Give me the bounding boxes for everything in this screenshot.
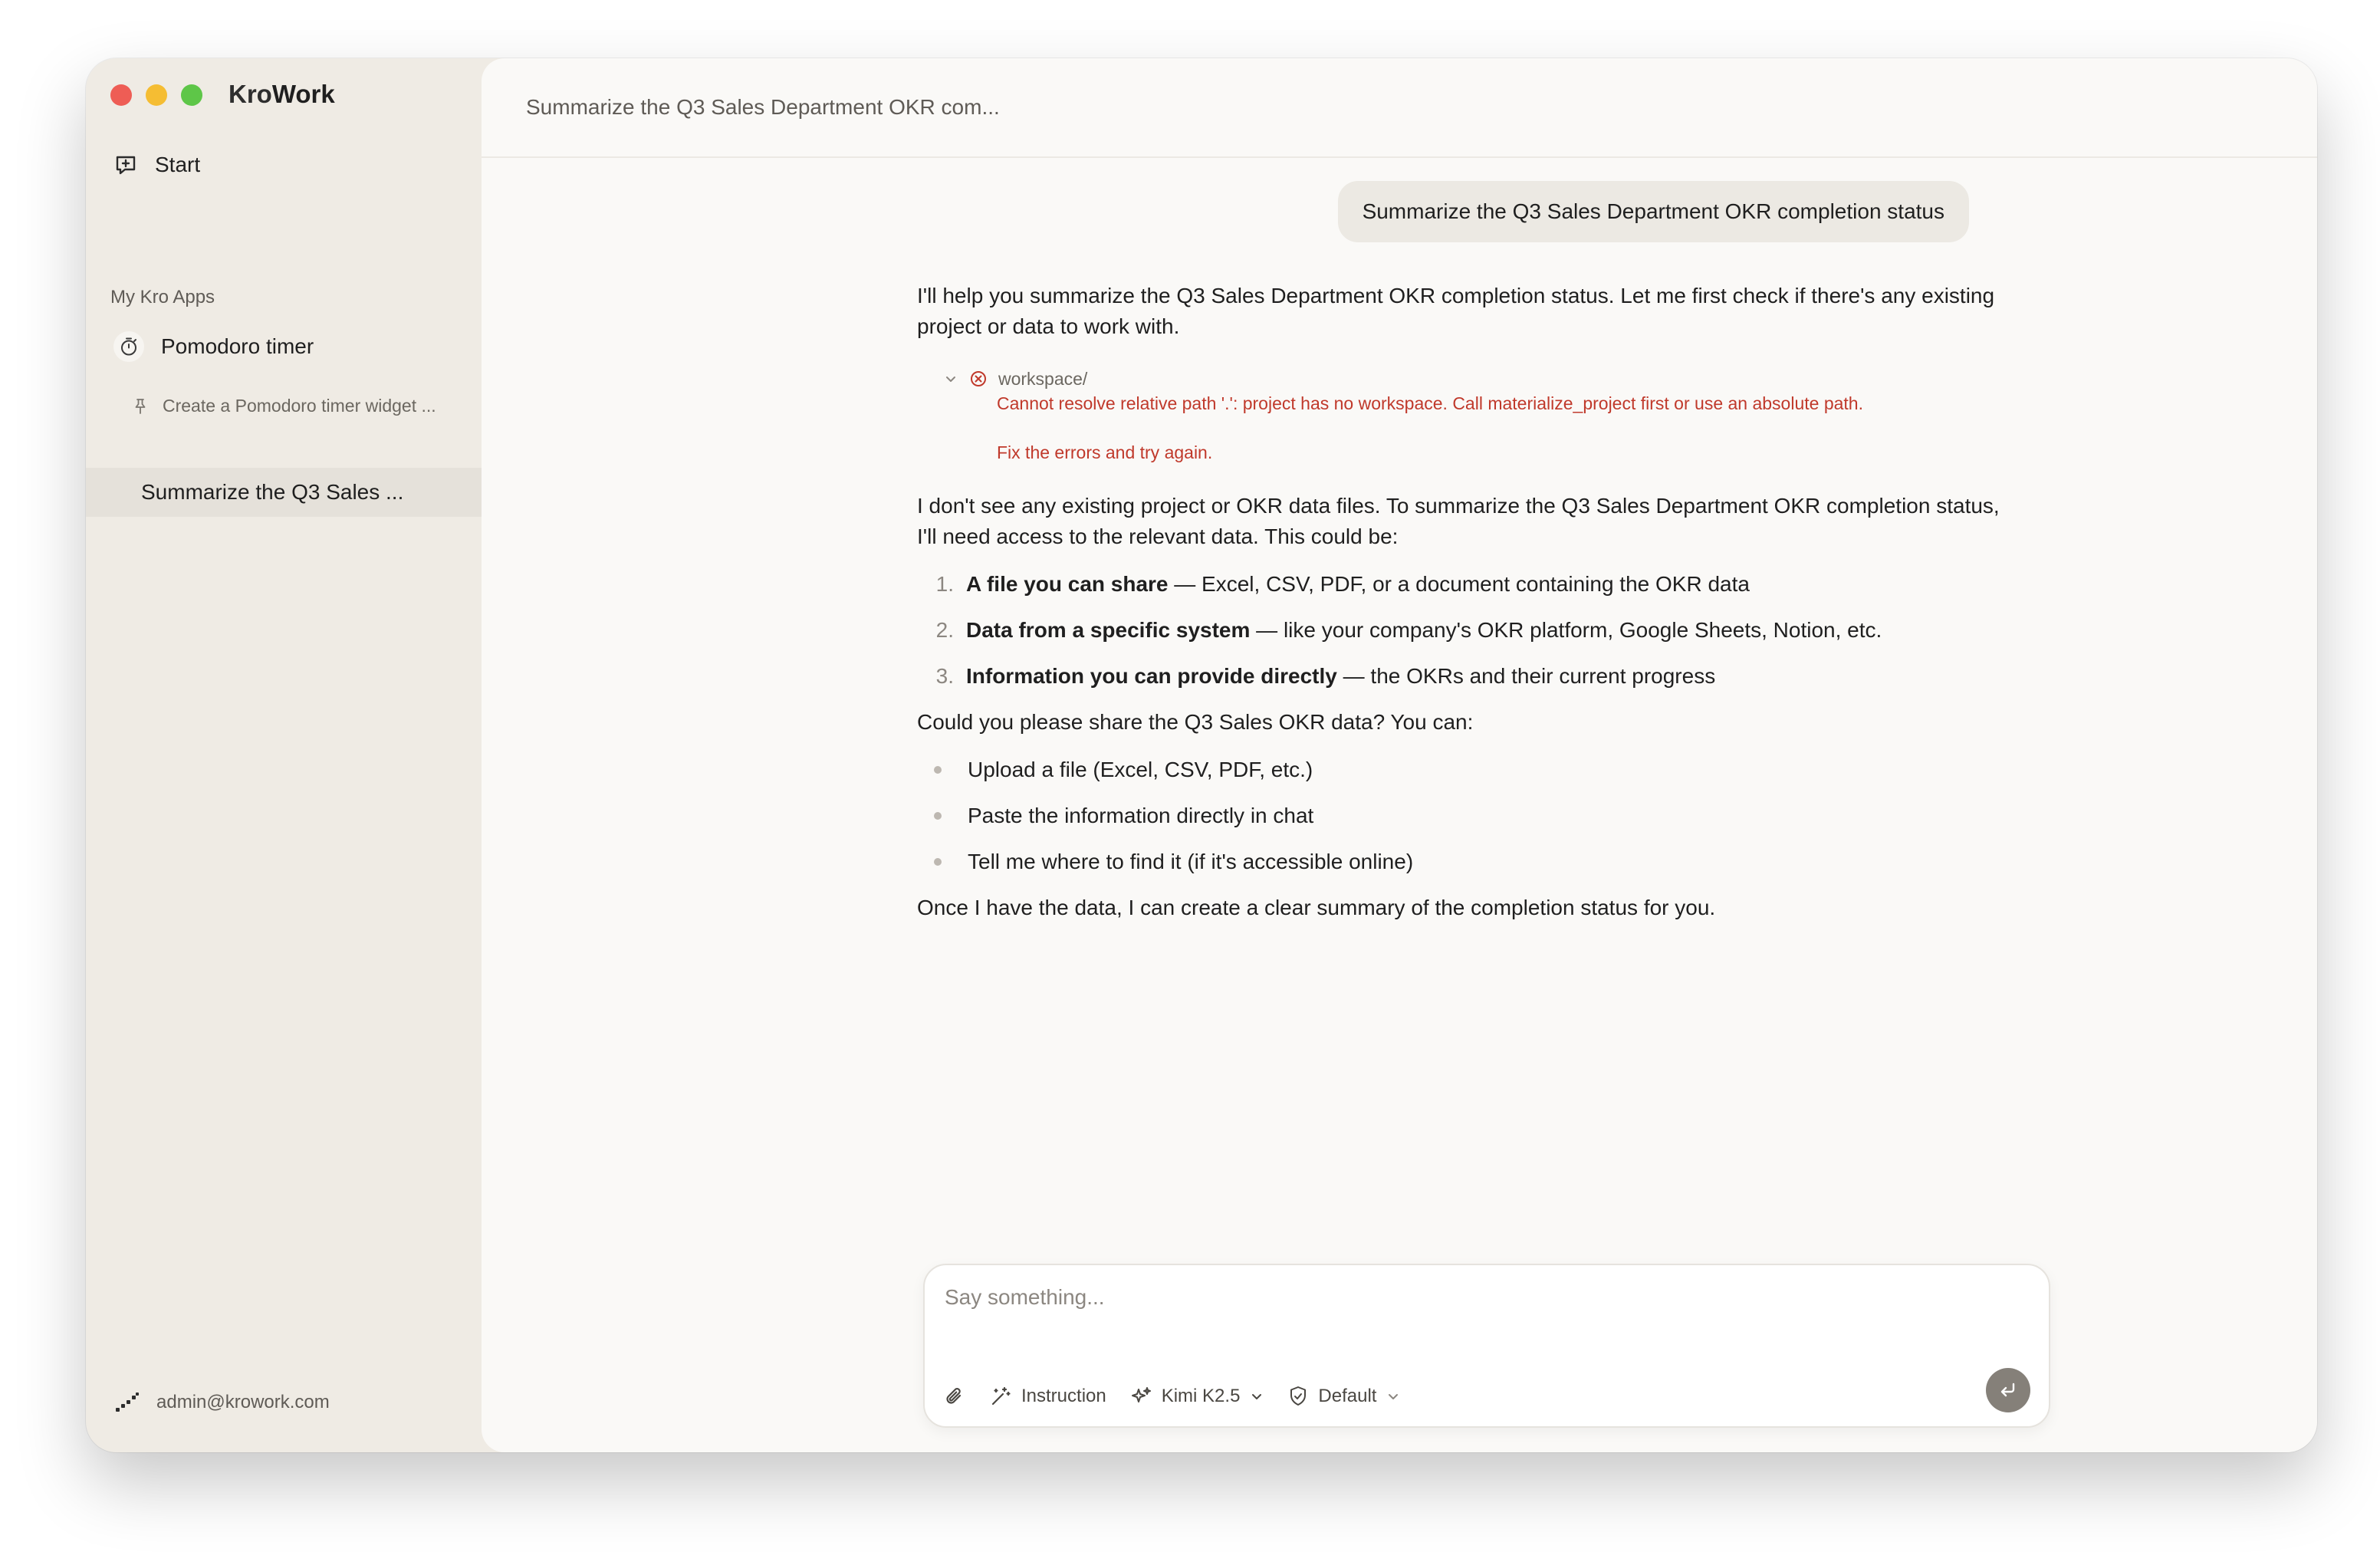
list-item <box>917 801 2006 831</box>
timer-icon <box>113 331 144 362</box>
error-circle-icon <box>969 370 988 388</box>
shield-icon <box>1287 1385 1309 1408</box>
assistant-message <box>917 281 2006 923</box>
sparkle-icon <box>1129 1385 1152 1408</box>
instruction-label: Instruction <box>1021 1386 1106 1406</box>
minimize-window-button[interactable] <box>146 84 167 106</box>
list-item-number: 2. <box>935 618 954 642</box>
window-controls <box>110 84 202 106</box>
bullet-text: Upload a file (Excel, CSV, PDF, etc.) <box>968 758 1313 781</box>
list-item-number: 3. <box>935 664 954 688</box>
bullet-text: Tell me where to find it (if it's accessible online) <box>968 850 1414 873</box>
assistant-intro: I'll help you summarize the Q3 Sales Department OKR completion status. Let me first check if there's any existing project or data to work with. <box>917 284 1995 338</box>
mode-label: Default <box>1318 1386 1377 1406</box>
draft-item-label: Summarize the Q3 Sales ... <box>141 480 404 504</box>
start-label: Start <box>155 153 201 176</box>
sidebar-app-pomodoro[interactable] <box>113 331 314 362</box>
bullet-dot <box>934 812 942 820</box>
model-label: Kimi K2.5 <box>1161 1386 1241 1406</box>
close-window-button[interactable] <box>110 84 132 106</box>
bullet-dot <box>934 766 942 774</box>
app-window <box>86 58 2317 1452</box>
tool-call-header[interactable] <box>943 367 2006 391</box>
assistant-paragraph-1: I don't see any existing project or OKR data files. To summarize the Q3 Sales Department OKR completion status, I'll need access to the relevant data. This could be: <box>917 494 2000 548</box>
message-input[interactable]: Say something... <box>945 1285 1105 1309</box>
mode-selector[interactable] <box>1287 1385 1401 1408</box>
attach-button[interactable] <box>943 1385 966 1408</box>
list-item-number: 1. <box>935 572 954 596</box>
enter-arrow-icon <box>1997 1379 2020 1402</box>
bullet-list <box>917 755 2006 877</box>
list-item <box>917 755 2006 785</box>
sidebar <box>86 58 482 1452</box>
list-item <box>917 569 2006 600</box>
tool-call-error: Cannot resolve relative path '.': project has no workspace. Call materialize_project first or use an absolute path. <box>997 393 1863 413</box>
chevron-down-icon <box>1249 1389 1264 1404</box>
my-apps-section-label: My Kro Apps <box>110 287 215 307</box>
new-chat-icon <box>113 153 138 177</box>
message-composer <box>923 1264 2050 1428</box>
instruction-button[interactable] <box>989 1385 1106 1408</box>
bullet-text: Paste the information directly in chat <box>968 804 1314 827</box>
app-title: KroWork <box>228 80 335 108</box>
pinned-prompt-label: Create a Pomodoro timer widget ... <box>163 396 436 416</box>
tool-call-hint: Fix the errors and try again. <box>997 442 1213 462</box>
zoom-window-button[interactable] <box>181 84 202 106</box>
chevron-down-icon[interactable] <box>943 371 958 386</box>
send-button[interactable] <box>1986 1368 2030 1412</box>
list-item-title: A file you can share <box>966 572 1169 596</box>
user-message-text: Summarize the Q3 Sales Department OKR completion status <box>1362 199 1944 223</box>
composer-toolbar <box>943 1385 1401 1408</box>
chat-title: Summarize the Q3 Sales Department OKR com... <box>526 95 1000 119</box>
app-item-label: Pomodoro timer <box>161 334 314 358</box>
model-selector[interactable] <box>1129 1385 1265 1408</box>
options-list <box>917 569 2006 692</box>
account-avatar-icon <box>113 1391 141 1414</box>
assistant-paragraph-2: Could you please share the Q3 Sales OKR data? You can: <box>917 710 1474 734</box>
sidebar-draft-item[interactable] <box>86 468 482 517</box>
account-menu[interactable] <box>113 1391 330 1414</box>
pin-icon <box>132 397 149 416</box>
user-message-bubble <box>1338 181 1969 242</box>
tool-call-block <box>943 367 2006 465</box>
main-panel <box>482 58 2317 1452</box>
chevron-down-icon <box>1386 1389 1401 1404</box>
chat-header <box>482 58 2317 158</box>
list-item <box>917 615 2006 646</box>
list-item <box>917 661 2006 692</box>
assistant-closing: Once I have the data, I can create a clear summary of the completion status for you. <box>917 896 1716 919</box>
bullet-dot <box>934 858 942 866</box>
magic-wand-icon <box>989 1385 1012 1408</box>
tool-call-path: workspace/ <box>998 369 1088 389</box>
account-email: admin@krowork.com <box>156 1392 330 1412</box>
list-item-text: — the OKRs and their current progress <box>1336 664 1716 688</box>
list-item-text: — Excel, CSV, PDF, or a document containing the OKR data <box>1168 572 1750 596</box>
start-new-chat-button[interactable] <box>113 138 200 192</box>
list-item <box>917 847 2006 877</box>
pinned-prompt-item[interactable] <box>132 396 436 416</box>
list-item-title: Information you can provide directly <box>966 664 1337 688</box>
list-item-title: Data from a specific system <box>966 618 1251 642</box>
list-item-text: — like your company's OKR platform, Google Sheets, Notion, etc. <box>1250 618 1882 642</box>
paperclip-icon <box>943 1385 966 1408</box>
